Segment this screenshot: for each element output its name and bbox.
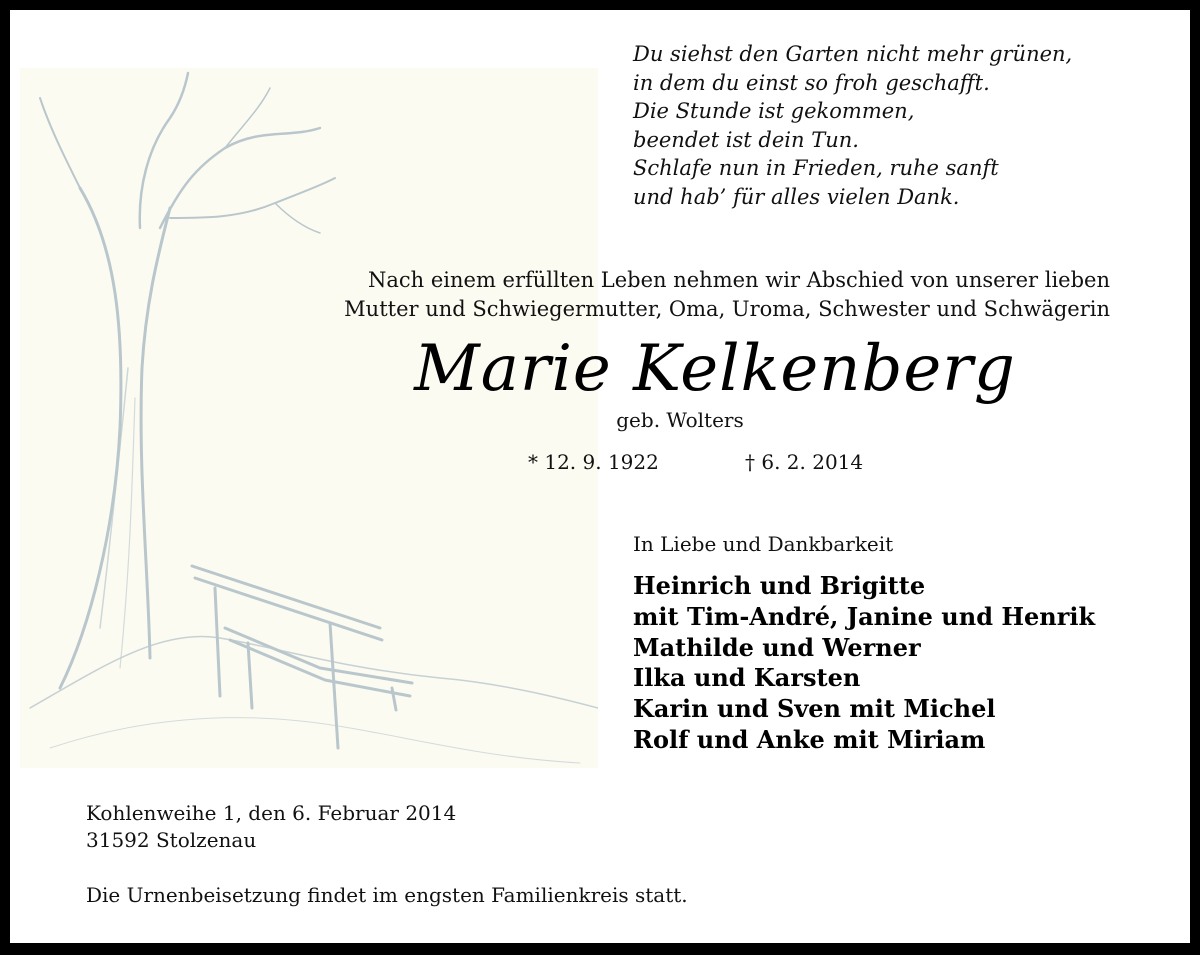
intro-line: Mutter und Schwiegermutter, Oma, Uroma, Schwester und Schwägerin [344, 297, 1110, 321]
family-member: Ilka und Karsten [633, 663, 861, 693]
birth-date: * 12. 9. 1922 [528, 450, 659, 474]
death-date: † 6. 2. 2014 [745, 450, 864, 474]
ground-line [30, 636, 598, 708]
poem-line: Schlafe nun in Frieden, ruhe sanft [633, 156, 999, 180]
tree-trunk [60, 188, 121, 688]
tree-and-bench-sketch [20, 68, 598, 768]
address-line: 31592 Stolzenau [86, 828, 257, 852]
poem-line: Du siehst den Garten nicht mehr grünen, [633, 42, 1073, 66]
address-line: Kohlenweihe 1, den 6. Februar 2014 [86, 801, 457, 825]
burial-note: Die Urnenbeisetzung findet im engsten Familienkreis statt. [86, 883, 688, 907]
family-member: Heinrich und Brigitte [633, 571, 926, 600]
maiden-name: geb. Wolters [616, 408, 744, 432]
deceased-name: Marie Kelkenberg [414, 332, 1016, 406]
poem-line: und hab’ für alles vielen Dank. [633, 184, 960, 209]
obituary-sheet [10, 10, 1190, 943]
poem-line: in dem du einst so froh geschafft. [633, 70, 990, 95]
announcement-intro [10, 266, 1110, 324]
thanks-line: In Liebe und Dankbarkeit [633, 532, 894, 556]
address-block [86, 800, 456, 854]
family-member: Rolf und Anke mit Miriam [633, 724, 986, 754]
family-member: Mathilde und Werner [633, 632, 921, 662]
poem-line: beendet ist dein Tun. [633, 127, 859, 152]
intro-line: Nach einem erfüllten Leben nehmen wir Abschied von unserer lieben [367, 268, 1110, 292]
family-member: mit Tim-André, Janine und Henrik [633, 601, 1096, 631]
memorial-poem [633, 40, 1072, 211]
family-member: Karin und Sven mit Michel [633, 694, 996, 724]
poem-line: Die Stunde ist gekommen, [633, 99, 915, 123]
family-list [633, 571, 1095, 756]
